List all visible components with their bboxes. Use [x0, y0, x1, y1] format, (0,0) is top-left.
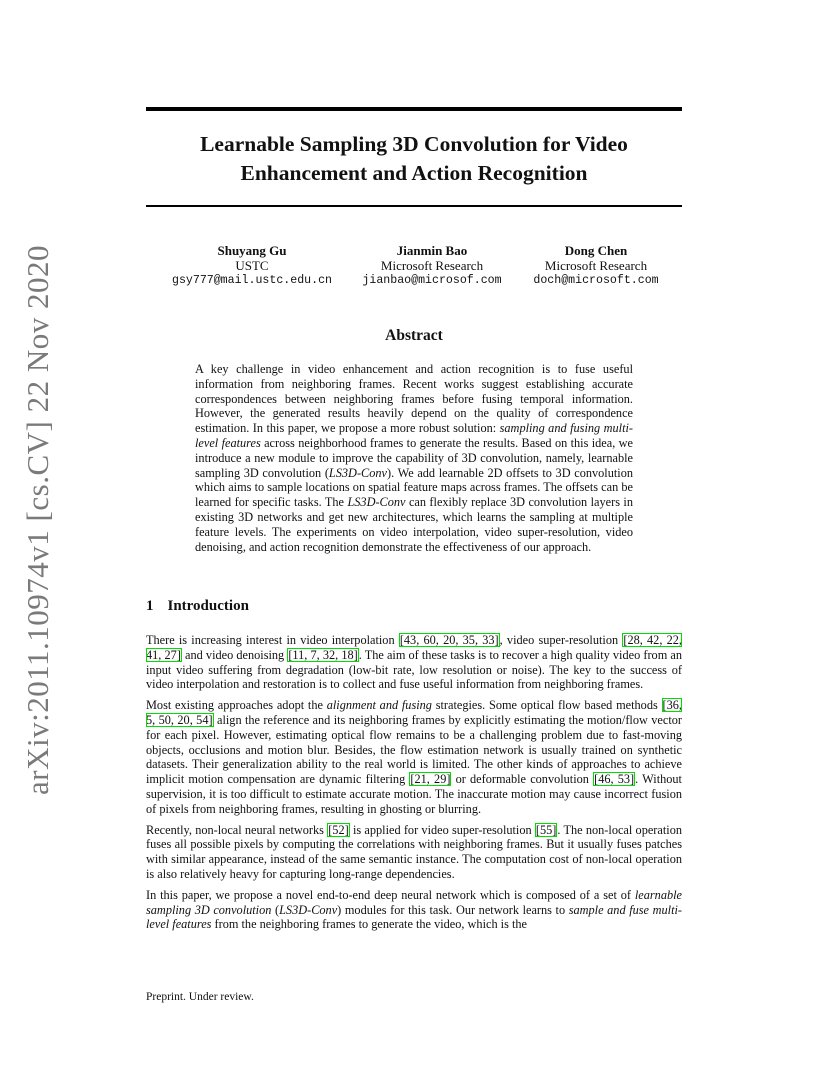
section-title: Introduction	[167, 598, 249, 614]
author-name: Jianmin Bao	[396, 243, 468, 258]
abstract-emphasis: sampling and fusing multi-level features	[195, 421, 633, 450]
paragraph-text: ) modules for this task. Our network learns to	[337, 902, 569, 917]
abstract-text: across neighborhood frames to generate the results. Based on this idea, we introduce a new module to improve the capability of 3D convolution, namely, learnable sampling 3D convolution (	[195, 435, 633, 480]
paragraph-text: (	[271, 902, 280, 917]
citation-link[interactable]: [11, 7, 32, 18]	[288, 647, 358, 662]
paragraph-text: . The non-local operation fuses all possible pixels by computing the correlations with neighboring frames. But it usually fuses patches with similar appearance, instead of the same semantic instance. The computation cost of non-local operation is also relatively heavy for capturing long-range dependencies.	[146, 822, 682, 881]
abstract-heading: Abstract	[385, 327, 443, 344]
paragraph-text: is applied for video super-resolution	[349, 822, 535, 837]
footer-note: Preprint. Under review.	[146, 991, 254, 1003]
paragraph-text: Recently, non-local neural networks	[146, 822, 328, 837]
citation-link[interactable]: [43, 60, 20, 35, 33]	[399, 633, 499, 647]
paragraph-emphasis: LS3D-Conv	[279, 902, 338, 917]
author-affiliation: Microsoft Research	[544, 258, 648, 273]
paragraph-text: . Without supervision, it is too difficult to estimate accurate motion. The inaccurate motion may cause incorrect fusion of pixels from neighboring frames, resulting in ghosting or blurring.	[146, 772, 682, 816]
citation-link[interactable]: [46, 53]	[594, 772, 635, 787]
introduction-body	[146, 633, 682, 938]
author-affiliation: USTC	[235, 258, 269, 273]
intro-paragraph-1	[146, 633, 682, 692]
citation-link[interactable]: [52]	[328, 822, 349, 837]
citation-link[interactable]: [55]	[535, 822, 557, 837]
abstract-text: can flexibly replace 3D convolution layers in existing 3D networks and get new architectures, which learns the sampling at multiple feature levels. The experiments on video interpolation, video super-resolution, video denoising, and action recognition demonstrate the effectiveness of our approach.	[195, 495, 633, 554]
paragraph-text: In this paper, we propose a novel end-to-end deep neural network which is composed of a set of	[146, 887, 635, 902]
author-affiliation: Microsoft Research	[380, 258, 484, 273]
section-heading-introduction	[146, 598, 249, 615]
title-line-1: Learnable Sampling 3D Convolution for Video	[200, 132, 628, 156]
author-name: Shuyang Gu	[217, 243, 287, 258]
paragraph-text: Most existing approaches adopt the	[146, 698, 327, 713]
author-block-3	[525, 243, 667, 288]
abstract-emphasis: LS3D-Conv	[328, 465, 387, 480]
paragraph-text: There is increasing interest in video interpolation	[146, 633, 399, 647]
paragraph-emphasis: learnable sampling 3D convolution	[146, 887, 682, 917]
paragraph-text: or deformable convolution	[451, 772, 594, 787]
author-email[interactable]: gsy777@mail.ustc.edu.cn	[171, 274, 333, 287]
intro-paragraph-3	[146, 823, 682, 882]
abstract-text: ). We add learnable 2D offsets to 3D convolution which aims to sample locations on spatial feature maps across frames. The offsets can be learned for specific tasks. The	[195, 465, 633, 510]
title-rule-bottom	[146, 205, 682, 207]
paragraph-text: and video denoising	[181, 647, 288, 662]
author-name: Dong Chen	[564, 243, 628, 258]
abstract-text: A key challenge in video enhancement and action recognition is to fuse useful information from neighboring frames. Recent works suggest establishing accurate correspondences between neighboring frames before fusing temporal information. However, the generated results heavily depend on the quality of correspondence estimation. In this paper, we propose a more robust solution:	[195, 362, 633, 436]
paragraph-text: align the reference and its neighboring frames by explicitly estimating the motion/flow vector for each pixel. However, estimating optical flow remains to be a challenging problem due to fast-moving objects, occlusions and motion blur. Besides, the flow estimation network is usually trained on synthetic datasets. Their generalization ability to the real world is limited. The other kinds of approaches to achieve implicit motion compensation are dynamic filtering	[146, 712, 682, 787]
citation-link[interactable]: [21, 29]	[410, 772, 451, 787]
paragraph-text: from the neighboring frames to generate the video, which is the	[211, 917, 527, 932]
section-number: 1	[146, 598, 154, 614]
citation-link[interactable]: [28, 42, 22, 41, 27]	[146, 633, 682, 662]
author-block-1	[169, 243, 335, 288]
title-rule-top	[146, 107, 682, 111]
paragraph-text: . The aim of these tasks is to recover a high quality video from an input video suffering from degradation (low-bit rate, low resolution or noise). The key to the success of video interpolation and restoration is to collect and fuse useful information from neighboring frames.	[146, 647, 682, 692]
paragraph-emphasis: sample and fuse multi-level features	[146, 902, 682, 932]
arxiv-identifier: arXiv:2011.10974v1 [cs.CV] 22 Nov 2020	[20, 245, 55, 795]
paragraph-emphasis: alignment and fusing	[326, 698, 432, 713]
author-email[interactable]: doch@microsoft.com	[533, 274, 659, 287]
title-line-2: Enhancement and Action Recognition	[240, 161, 588, 185]
intro-paragraph-4	[146, 888, 682, 932]
paper-title	[146, 130, 682, 188]
citation-link[interactable]: [36, 5, 50, 20, 54]	[146, 698, 682, 727]
paragraph-text: , video super-resolution	[499, 633, 623, 647]
abstract-body	[195, 362, 633, 554]
author-email[interactable]: jianbao@microsof.com	[362, 274, 502, 287]
abstract-emphasis: LS3D-Conv	[347, 495, 406, 510]
paragraph-text: strategies. Some optical flow based methods	[431, 698, 662, 713]
author-block-2	[357, 243, 507, 288]
intro-paragraph-2	[146, 698, 682, 816]
